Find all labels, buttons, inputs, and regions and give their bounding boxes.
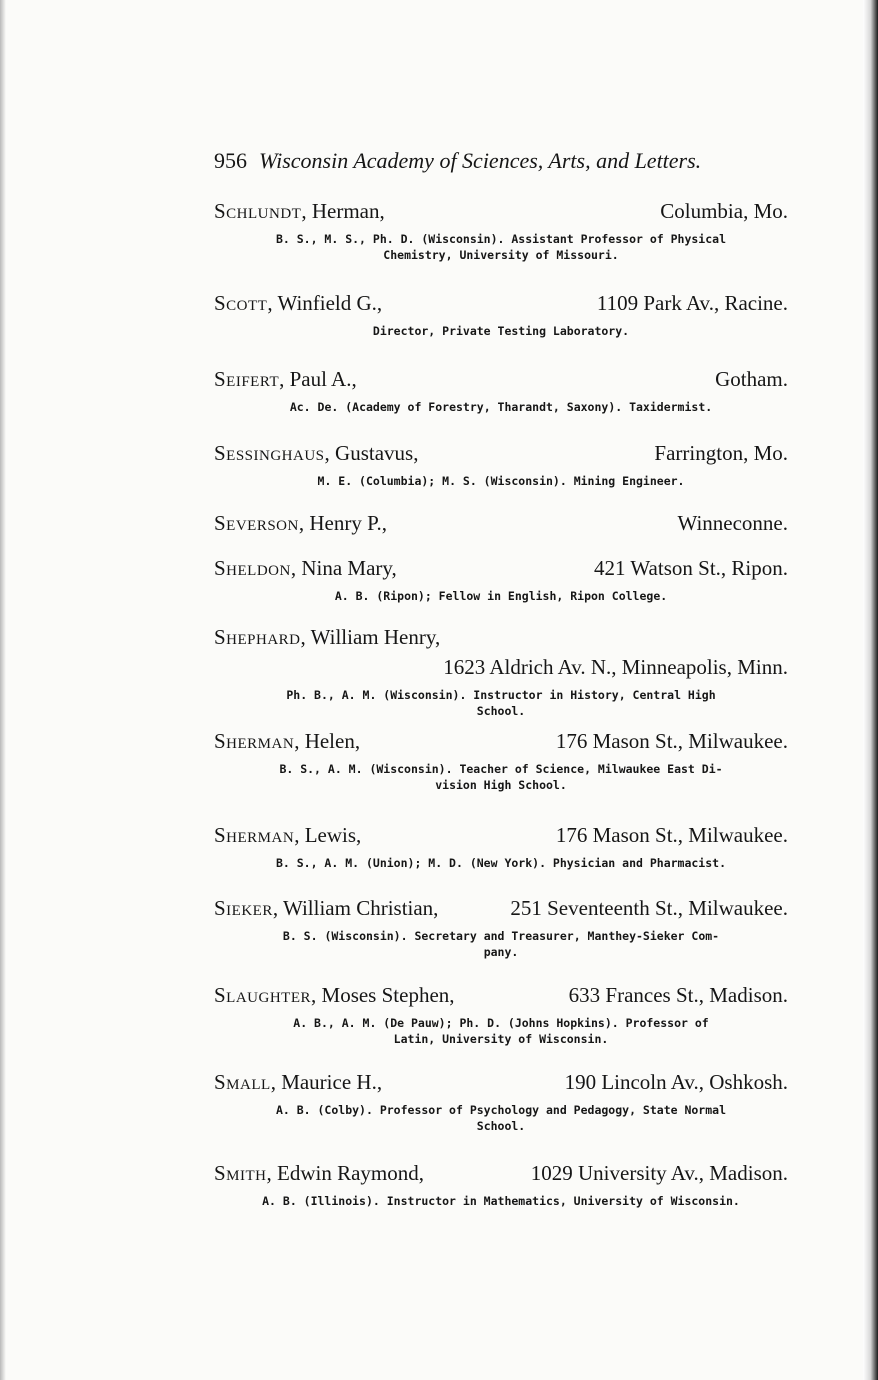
- member-name: [214, 288, 382, 318]
- member-entry: [214, 553, 788, 604]
- member-entry: [214, 820, 788, 871]
- member-given-name: , Gustavus,: [324, 441, 419, 465]
- member-entry: [214, 364, 788, 415]
- entry-heading: [214, 726, 788, 756]
- member-description: [214, 323, 788, 339]
- description-line: A. B. (Illinois). Instructor in Mathematics, University of Wisconsin.: [262, 1194, 740, 1208]
- member-address: 1109 Park Av., Racine.: [596, 291, 788, 315]
- member-surname: Sieker: [214, 896, 273, 920]
- description-line: M. E. (Columbia); M. S. (Wisconsin). Mining Engineer.: [317, 474, 685, 488]
- description-line: B. S. (Wisconsin). Secretary and Treasurer, Manthey-Sieker Com-: [282, 929, 720, 943]
- member-address: 1623 Aldrich Av. N., Minneapolis, Minn.: [443, 655, 788, 679]
- member-address: 421 Watson St., Ripon.: [594, 556, 788, 580]
- member-address: 251 Seventeenth St., Milwaukee.: [510, 896, 788, 920]
- member-description: [214, 1193, 788, 1209]
- member-address: Winneconne.: [677, 511, 788, 535]
- member-given-name: , Moses Stephen,: [311, 983, 455, 1007]
- entry-heading: [214, 553, 788, 583]
- member-surname: Sheldon: [214, 556, 291, 580]
- description-line: Chemistry, University of Missouri.: [383, 248, 619, 262]
- description-line: B. S., M. S., Ph. D. (Wisconsin). Assistant Professor of Physical: [275, 232, 727, 246]
- description-line: Ph. B., A. M. (Wisconsin). Instructor in History, Central High: [286, 688, 716, 702]
- entry-heading: [214, 438, 788, 468]
- member-name: [214, 726, 360, 756]
- member-given-name: , William Henry,: [300, 625, 441, 649]
- description-line: School.: [476, 1119, 526, 1133]
- member-name: [214, 196, 385, 226]
- member-address: Columbia, Mo.: [660, 199, 788, 223]
- entry-heading: [214, 508, 788, 538]
- description-line: A. B. (Colby). Professor of Psychology and Pedagogy, State Normal: [275, 1103, 727, 1117]
- member-description: [214, 588, 788, 604]
- page-number: 956: [214, 148, 247, 173]
- description-line: vision High School.: [435, 778, 567, 792]
- running-header: [214, 146, 774, 176]
- member-surname: Small: [214, 1070, 271, 1094]
- member-name: [214, 1158, 424, 1188]
- member-address: Gotham.: [715, 367, 788, 391]
- member-given-name: , Winfield G.,: [267, 291, 383, 315]
- entry-heading: [214, 893, 788, 923]
- entry-heading: [214, 622, 788, 652]
- member-description: [214, 399, 788, 415]
- member-surname: Sessinghaus: [214, 441, 325, 465]
- member-description: [214, 687, 788, 719]
- member-entry: [214, 1067, 788, 1134]
- member-name: [214, 364, 357, 394]
- member-description: [214, 928, 788, 960]
- entry-heading: [214, 820, 788, 850]
- member-given-name: , William Christian,: [272, 896, 439, 920]
- member-entry: [214, 508, 788, 538]
- member-description: [214, 855, 788, 871]
- member-surname: Smith: [214, 1161, 267, 1185]
- member-given-name: , Maurice H.,: [270, 1070, 383, 1094]
- entry-heading: [214, 1067, 788, 1097]
- member-surname: Sherman: [214, 823, 295, 847]
- member-name: [214, 553, 397, 583]
- member-given-name: , Lewis,: [294, 823, 362, 847]
- page-right-edge: [863, 0, 878, 1380]
- member-address: 176 Mason St., Milwaukee.: [555, 823, 788, 847]
- member-name: [214, 1067, 382, 1097]
- member-entry: [214, 726, 788, 793]
- member-description: [214, 473, 788, 489]
- description-line: B. S., A. M. (Wisconsin). Teacher of Science, Milwaukee East Di-: [279, 762, 723, 776]
- member-address: 1029 University Av., Madison.: [530, 1161, 788, 1185]
- member-description: [214, 761, 788, 793]
- member-surname: Scott: [214, 291, 268, 315]
- member-description: [214, 1102, 788, 1134]
- member-surname: Shephard: [214, 625, 301, 649]
- description-line: Ac. De. (Academy of Forestry, Tharandt, Saxony). Taxidermist.: [289, 400, 713, 414]
- member-given-name: , Helen,: [294, 729, 361, 753]
- member-entry: [214, 438, 788, 489]
- member-entry: [214, 1158, 788, 1209]
- member-surname: Slaughter: [214, 983, 312, 1007]
- member-entry: [214, 196, 788, 263]
- member-name: [214, 508, 387, 538]
- member-given-name: , Nina Mary,: [290, 556, 397, 580]
- member-given-name: , Herman,: [301, 199, 385, 223]
- description-line: Latin, University of Wisconsin.: [393, 1032, 609, 1046]
- description-line: pany.: [483, 945, 519, 959]
- member-surname: Sherman: [214, 729, 295, 753]
- member-name: [214, 820, 361, 850]
- member-name: [214, 438, 418, 468]
- member-surname: Severson: [214, 511, 299, 535]
- description-line: Director, Private Testing Laboratory.: [372, 324, 630, 338]
- entry-heading: [214, 364, 788, 394]
- page-title: Wisconsin Academy of Sciences, Arts, and Letters.: [259, 148, 702, 173]
- member-address: Farrington, Mo.: [654, 441, 788, 465]
- member-surname: Schlundt: [214, 199, 302, 223]
- member-surname: Seifert: [214, 367, 280, 391]
- description-line: A. B., A. M. (De Pauw); Ph. D. (Johns Hopkins). Professor of: [293, 1016, 709, 1030]
- member-entry: [214, 980, 788, 1047]
- member-name: [214, 893, 438, 923]
- description-line: School.: [476, 704, 526, 718]
- member-description: [214, 1015, 788, 1047]
- member-address: 633 Frances St., Madison.: [568, 983, 788, 1007]
- entry-heading: [214, 980, 788, 1010]
- entry-heading: [214, 196, 788, 226]
- member-entry: [214, 893, 788, 960]
- page-left-edge: [0, 0, 6, 1380]
- member-given-name: , Paul A.,: [279, 367, 357, 391]
- description-line: A. B. (Ripon); Fellow in English, Ripon College.: [334, 589, 668, 603]
- member-given-name: , Edwin Raymond,: [266, 1161, 425, 1185]
- entry-heading: [214, 288, 788, 318]
- member-description: [214, 231, 788, 263]
- member-entry: [214, 288, 788, 339]
- member-address: 176 Mason St., Milwaukee.: [555, 729, 788, 753]
- member-address: 190 Lincoln Av., Oshkosh.: [564, 1070, 788, 1094]
- entry-heading: [214, 1158, 788, 1188]
- member-name: [214, 980, 455, 1010]
- description-line: B. S., A. M. (Union); M. D. (New York). Physician and Pharmacist.: [275, 856, 727, 870]
- member-entry: [214, 622, 788, 719]
- member-name: [214, 622, 440, 652]
- member-given-name: , Henry P.,: [298, 511, 387, 535]
